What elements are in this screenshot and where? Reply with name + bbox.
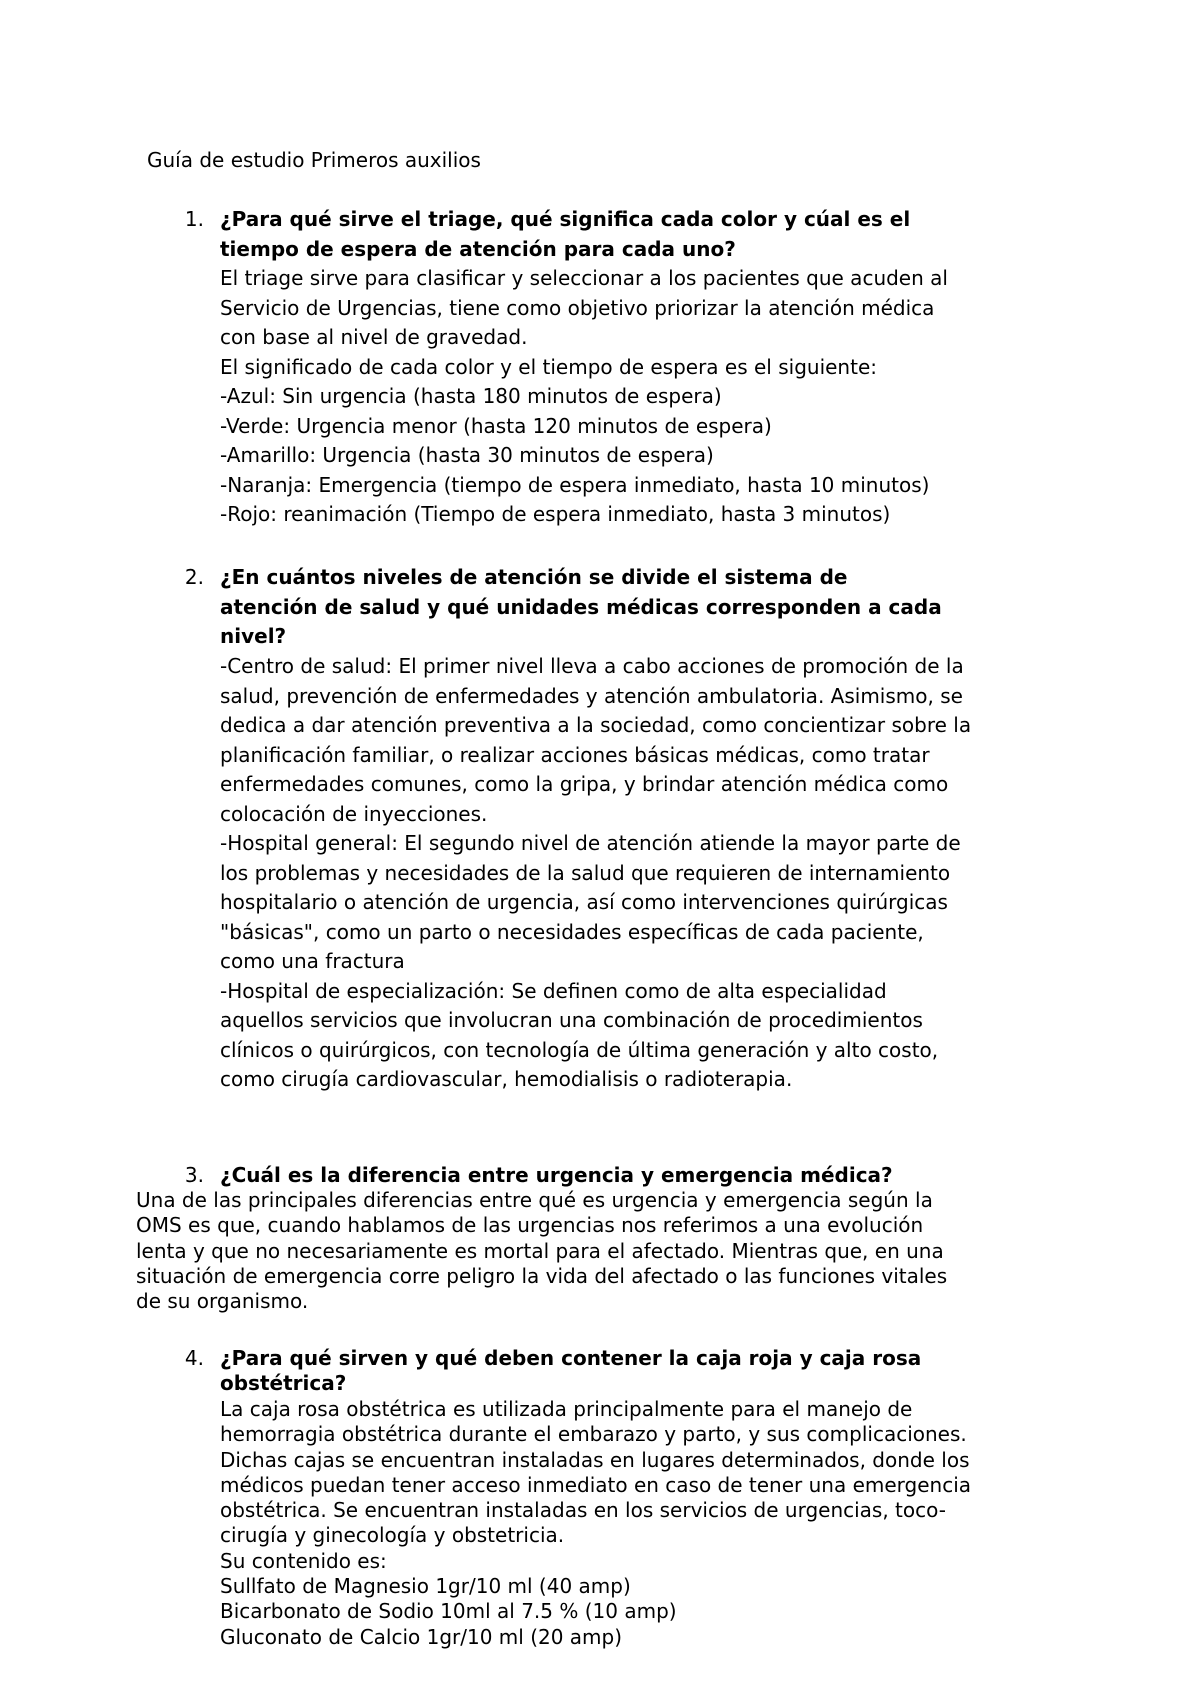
answer-line: enfermedades comunes, como la gripa, y brindar atención médica como [220, 772, 949, 796]
answer-line: -Naranja: Emergencia (tiempo de espera inmediato, hasta 10 minutos) [220, 472, 930, 497]
answer-line: planificación familiar, o realizar acciones básicas médicas, como tratar [220, 742, 930, 767]
answer-line: con base al nivel de gravedad. [220, 325, 528, 349]
section-2-number: 2. [184, 565, 204, 589]
section-3-number: 3. [184, 1163, 204, 1187]
section-3-answer [136, 1188, 1096, 1314]
answer-line: lenta y que no necesariamente es mortal para el afectado. Mientras que, en una [136, 1238, 944, 1263]
question-line: tiempo de espera de atención para cada uno? [220, 236, 736, 261]
question-line: nivel? [220, 624, 287, 648]
answer-line: colocación de inyecciones. [220, 801, 488, 826]
question-line: ¿Cuál es la diferencia entre urgencia y emergencia médica? [220, 1163, 893, 1187]
answer-line: Dichas cajas se encuentran instaladas en lugares determinados, donde los [220, 1447, 970, 1472]
question-line: atención de salud y qué unidades médicas corresponden a cada [220, 594, 942, 619]
answer-line: Su contenido es: [220, 1548, 387, 1573]
section-1-number: 1. [184, 207, 204, 231]
answer-line: El significado de cada color y el tiempo de espera es el siguiente: [220, 354, 877, 379]
question-line: ¿Para qué sirve el triage, qué significa cada color y cúal es el [220, 207, 911, 231]
answer-line: dedica a dar atención preventiva a la sociedad, como concientizar sobre la [220, 713, 972, 737]
answer-line: los problemas y necesidades de la salud que requieren de internamiento [220, 860, 951, 885]
answer-line: -Hospital general: El segundo nivel de atención atiende la mayor parte de [220, 831, 961, 855]
section-1-answer [220, 264, 1120, 530]
answer-line: Una de las principales diferencias entre qué es urgencia y emergencia según la [136, 1188, 933, 1212]
answer-line: Gluconato de Calcio 1gr/10 ml (20 amp) [220, 1624, 623, 1649]
section-4-number: 4. [184, 1346, 204, 1370]
answer-line: clínicos o quirúrgicos, con tecnología de última generación y alto costo, [220, 1037, 939, 1062]
question-line: obstétrica? [220, 1371, 347, 1396]
question-line: ¿Para qué sirven y qué deben contener la caja roja y caja rosa [220, 1346, 922, 1370]
answer-line: hemorragia obstétrica durante el embarazo y parto, y sus complicaciones. [220, 1422, 967, 1447]
answer-line: Bicarbonato de Sodio 10ml al 7.5 % (10 amp) [220, 1599, 677, 1624]
answer-line: médicos puedan tener acceso inmediato en caso de tener una emergencia [220, 1472, 972, 1497]
section-4-answer [220, 1397, 1120, 1650]
answer-line: aquellos servicios que involucran una combinación de procedimientos [220, 1008, 923, 1032]
section-2-answer [220, 652, 1120, 1095]
answer-line: hospitalario o atención de urgencia, así como intervenciones quirúrgicas [220, 890, 948, 914]
section-1-question [220, 205, 1120, 264]
answer-line: La caja rosa obstétrica es utilizada principalmente para el manejo de [220, 1397, 913, 1421]
answer-line: OMS es que, cuando hablamos de las urgencias nos referimos a una evolución [136, 1213, 924, 1238]
answer-line: -Amarillo: Urgencia (hasta 30 minutos de espera) [220, 443, 714, 467]
answer-line: El triage sirve para clasificar y seleccionar a los pacientes que acuden al [220, 266, 948, 290]
answer-line: -Hospital de especialización: Se definen como de alta especialidad [220, 978, 887, 1003]
answer-line: como cirugía cardiovascular, hemodialisis o radioterapia. [220, 1067, 793, 1091]
answer-line: Servicio de Urgencias, tiene como objetivo priorizar la atención médica [220, 295, 935, 320]
answer-line: "básicas", como un parto o necesidades específicas de cada paciente, [220, 919, 924, 944]
answer-line: -Rojo: reanimación (Tiempo de espera inmediato, hasta 3 minutos) [220, 502, 891, 526]
answer-line: Sullfato de Magnesio 1gr/10 ml (40 amp) [220, 1574, 631, 1599]
document-title: Guía de estudio Primeros auxilios [147, 148, 481, 172]
answer-line: como una fractura [220, 949, 405, 973]
question-line: ¿En cuántos niveles de atención se divide el sistema de [220, 565, 848, 589]
answer-line: salud, prevención de enfermedades y atención ambulatoria. Asimismo, se [220, 683, 963, 708]
answer-line: -Verde: Urgencia menor (hasta 120 minutos de espera) [220, 413, 772, 438]
section-4-question [220, 1346, 1120, 1397]
section-3-question [220, 1163, 1120, 1188]
answer-line: -Centro de salud: El primer nivel lleva a cabo acciones de promoción de la [220, 654, 964, 678]
answer-line: situación de emergencia corre peligro la vida del afectado o las funciones vitales [136, 1263, 948, 1288]
answer-line: -Azul: Sin urgencia (hasta 180 minutos de espera) [220, 384, 722, 408]
answer-line: cirugía y ginecología y obstetricia. [220, 1523, 565, 1548]
answer-line: de su organismo. [136, 1289, 309, 1314]
section-2-question [220, 563, 1120, 652]
answer-line: obstétrica. Se encuentran instaladas en los servicios de urgencias, toco- [220, 1498, 946, 1523]
